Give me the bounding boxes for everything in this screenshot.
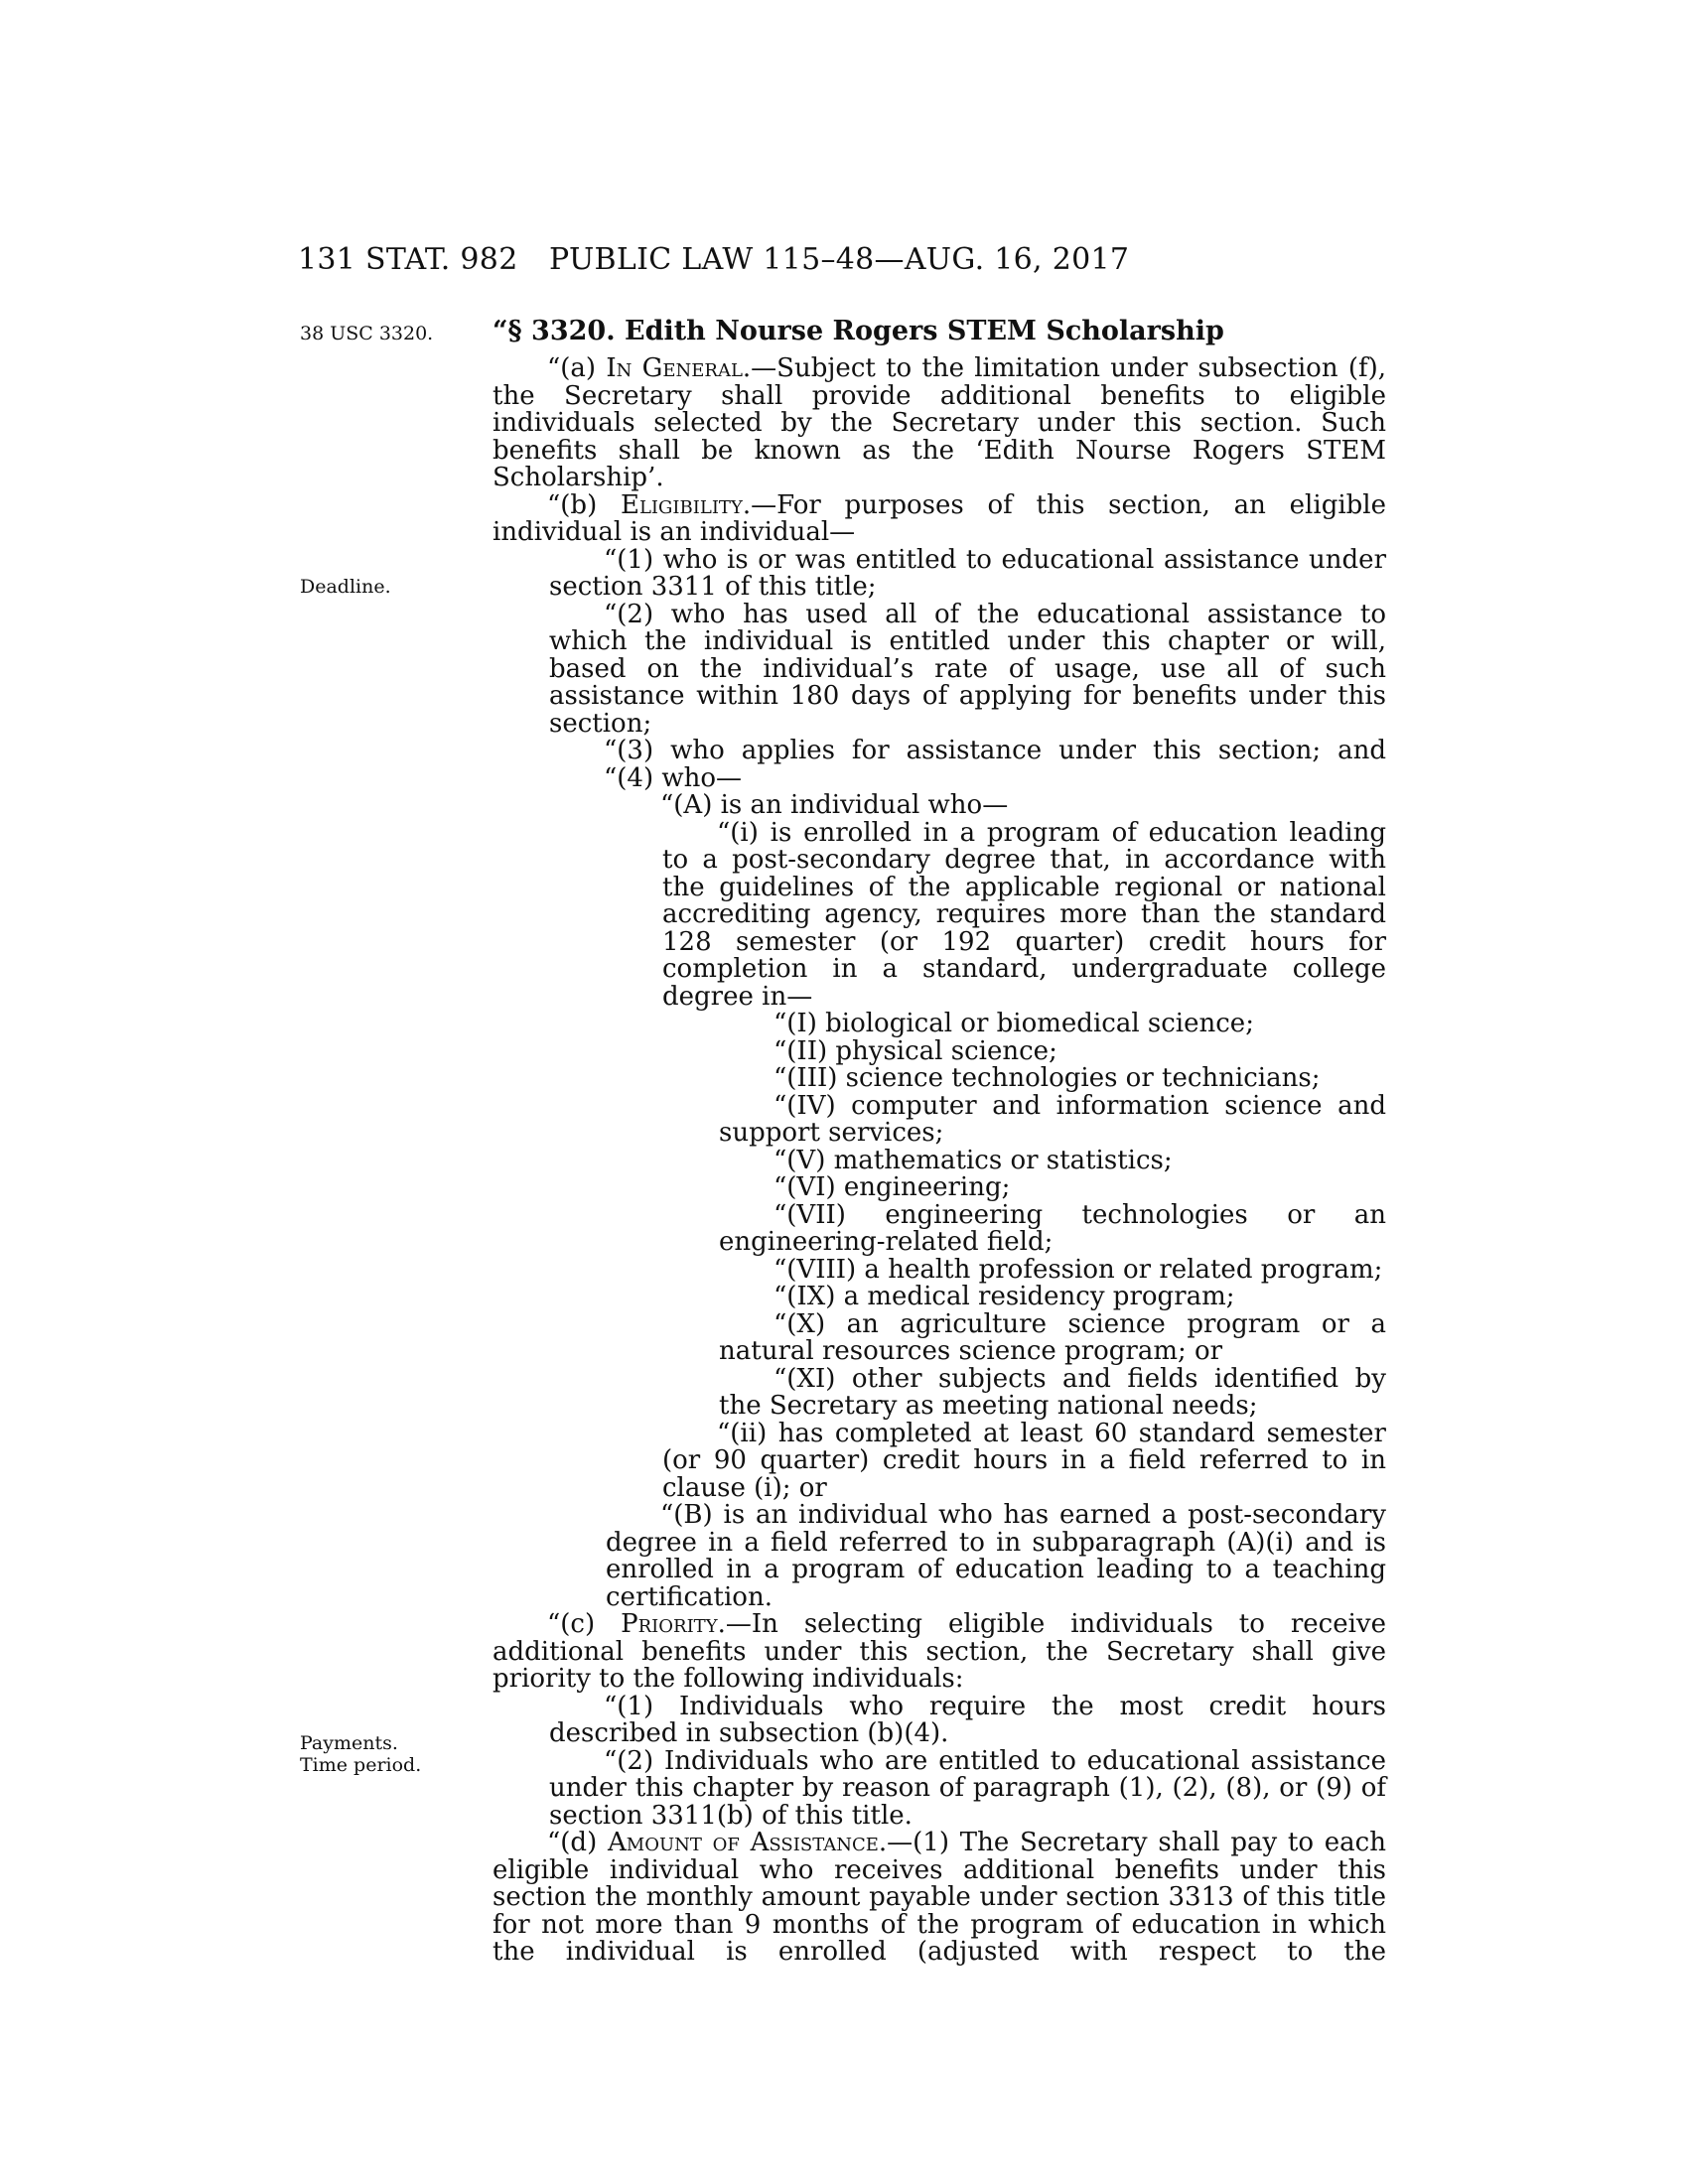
subsection-d-text: .—(1) The Secretary shall pay to each eligible individual who receives additional benefits under this section the monthly amount payable under section 3313 of this title for not more than 9 months of the program of education in which the individual is enrolled (adjusted with respect to the (492, 1828, 1386, 1967)
margin-note-usc: 38 USC 3320. (300, 323, 434, 344)
subclause-VII: “(VII) engineering technologies or an engineering-related field; (719, 1199, 1386, 1257)
subsection-c-heading: Priority (621, 1609, 718, 1639)
paragraph-c2: “(2) Individuals who are entitled to educational assistance under this chapter by reason of paragraph (1), (2), (8), or (9) of section 3311(b) of this title. (549, 1745, 1386, 1831)
subclause-II: “(II) physical science; (774, 1035, 1057, 1066)
section-body (492, 355, 1386, 1967)
statute-page-number: 131 STAT. 982 (298, 242, 518, 277)
clause-b4Ai: “(i) is enrolled in a program of education leading to a post-secondary degree that, in accordance with the guidelines of the applicable regional or national accrediting agency, requires more than the standard 128 semester (or 192 quarter) credit hours for completion in a standard, undergraduate college degree in— (662, 817, 1386, 1012)
subclause-V: “(V) mathematics or statistics; (774, 1145, 1173, 1175)
subsection-b-heading: Eligibility (621, 489, 743, 520)
paragraph-b1: “(1) who is or was entitled to educational assistance under section 3311 of this title; (549, 544, 1386, 602)
subsection-a-text: .—Subject to the limitation under subsection (f), the Secretary shall provide additional benefits to eligible individuals selected by the Secretary under this section. Such benefits shall be known as the ‘Edith Nourse Rogers STEM Scholarship’. (492, 353, 1386, 492)
subclause-I: “(I) biological or biomedical science; (774, 1009, 1254, 1038)
subsection-a-prefix: “(a) (547, 353, 607, 383)
subclause-IX: “(IX) a medical residency program; (774, 1282, 1235, 1311)
subclause-IV: “(IV) computer and information science and support services; (719, 1090, 1386, 1148)
subsection-d (492, 1830, 1386, 1967)
margin-note-deadline: Deadline. (300, 576, 391, 598)
clause-b4Aii: “(ii) has completed at least 60 standard semester (or 90 quarter) credit hours in a field referred to in clause (i); or (662, 1418, 1386, 1503)
subparagraph-b4A: “(A) is an individual who— (660, 790, 1009, 820)
subclause-VI: “(VI) engineering; (774, 1172, 1011, 1202)
subclause-III: “(III) science technologies or technicians; (774, 1063, 1321, 1093)
paragraph-b3: “(3) who applies for assistance under this section; and (604, 736, 1386, 765)
subclause-VIII: “(VIII) a health profession or related program; (774, 1254, 1383, 1285)
subclause-XI: “(XI) other subjects and fields identified by the Secretary as meeting national needs; (719, 1363, 1386, 1421)
public-law-header: PUBLIC LAW 115–48—AUG. 16, 2017 (549, 242, 1130, 277)
margin-note-payments: Payments. (300, 1732, 398, 1754)
subparagraph-b4B: “(B) is an individual who has earned a post-secondary degree in a field referred to in subparagraph (A)(i) and is enrolled in a program of education leading to a teaching certification. (606, 1500, 1386, 1612)
paragraph-b2: “(2) who has used all of the educational assistance to which the individual is entitled under this chapter or will, based on the individual’s rate of usage, use all of such assistance within 180 days of applying for benefits under this section; (549, 599, 1386, 739)
subsection-c (492, 1611, 1386, 1694)
subsection-d-prefix: “(d) (547, 1828, 608, 1857)
section-title: “§ 3320. Edith Nourse Rogers STEM Scholarship (492, 316, 1224, 346)
margin-note-time-period: Time period. (300, 1754, 422, 1776)
subclause-X: “(X) an agriculture science program or a natural resources science program; or (719, 1308, 1386, 1366)
subsection-d-heading: Amount of Assistance (607, 1828, 879, 1857)
subsection-a (492, 355, 1386, 492)
subsection-b-text: .—For purposes of this section, an eligible individual is an individual— (492, 489, 1386, 547)
subsection-b-prefix: “(b) (547, 489, 621, 520)
subsection-a-heading: In General (606, 353, 743, 383)
paragraph-c1: “(1) Individuals who require the most credit hours described in subsection (b)(4). (549, 1691, 1386, 1748)
subsection-b (492, 489, 1386, 547)
subsection-c-text: .—In selecting eligible individuals to receive additional benefits under this section, the Secretary shall give priority to the following individuals: (492, 1609, 1386, 1694)
subsection-c-prefix: “(c) (547, 1609, 622, 1639)
paragraph-b4: “(4) who— (604, 762, 743, 793)
